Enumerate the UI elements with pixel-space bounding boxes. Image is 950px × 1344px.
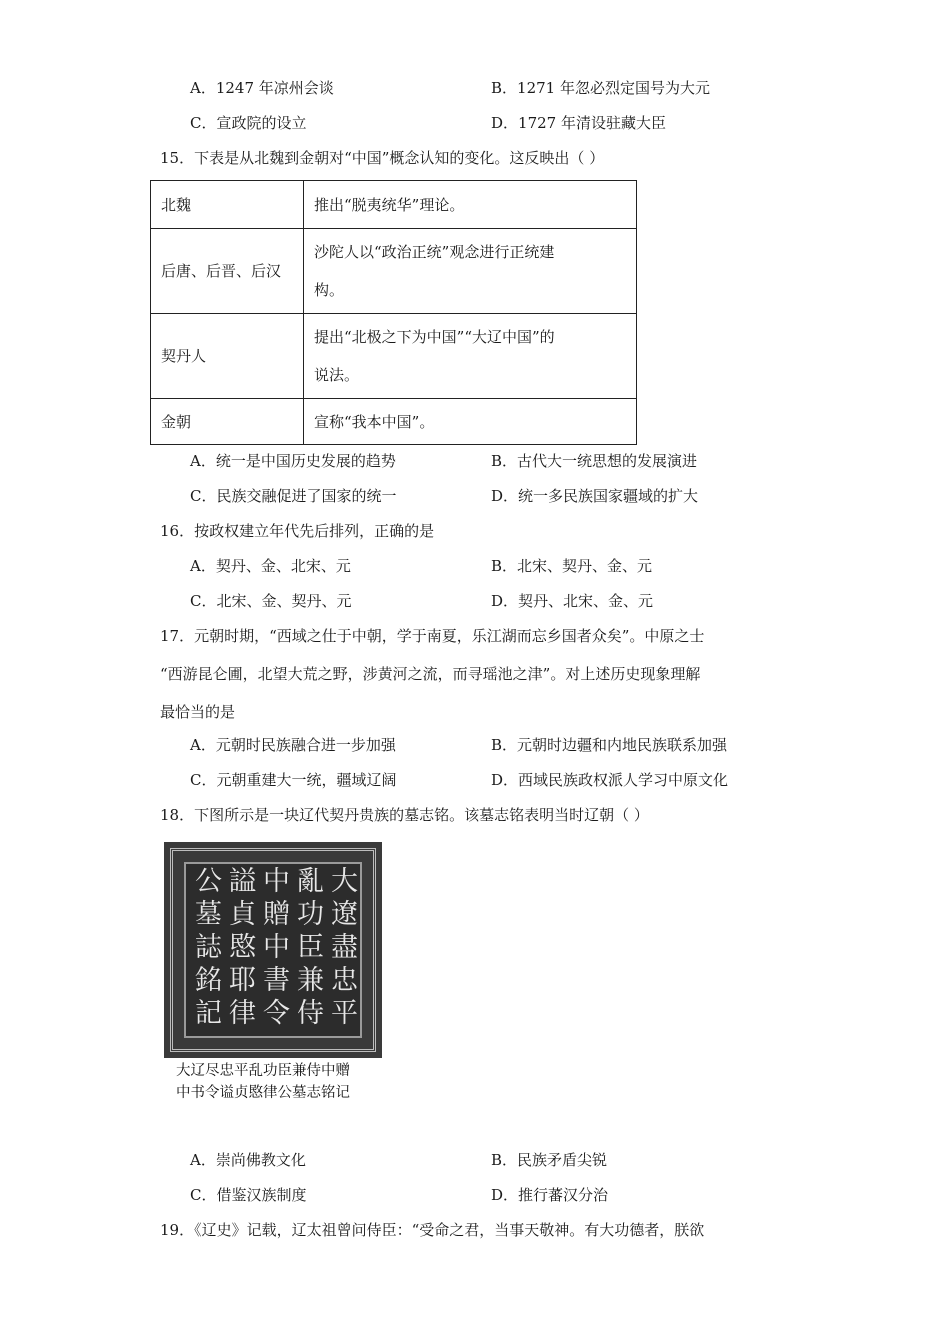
table-cell-line: 说法。 xyxy=(314,366,360,384)
table-cell-period: 后唐、后晋、后汉 xyxy=(151,229,304,314)
table-row xyxy=(151,181,637,229)
q15-table xyxy=(150,180,637,445)
table-row xyxy=(151,314,637,399)
q17-stem-line-1: 17．元朝时期，“西域之仕于中朝，学于南夏，乐江湖而忘乡国者众矣”。中原之士 xyxy=(160,627,705,645)
table-cell-content xyxy=(304,314,637,399)
table-cell-content xyxy=(304,399,637,445)
epitaph-rubbing-image xyxy=(164,842,382,1058)
q14-option-a: A．1247 年凉州会谈 xyxy=(190,79,334,97)
q17-option-d: D．西域民族政权派人学习中原文化 xyxy=(491,771,729,789)
q17-option-c: C．元朝重建大一统，疆域辽阔 xyxy=(190,771,397,789)
stele-column xyxy=(224,866,254,1034)
q18-stem: 18．下图所示是一块辽代契丹贵族的墓志铭。该墓志铭表明当时辽朝（ ） xyxy=(160,806,649,824)
table-cell-line: 提出“北极之下为中国”“大辽中国”的 xyxy=(314,328,555,346)
stele-column-text: 大遼盡忠平 xyxy=(326,866,357,1031)
q15-option-b: B．古代大一统思想的发展演进 xyxy=(491,452,698,470)
q18-option-c: C．借鉴汉族制度 xyxy=(190,1186,307,1204)
q18-option-b: B．民族矛盾尖锐 xyxy=(491,1151,608,1169)
q17-stem-line-3: 最恰当的是 xyxy=(160,703,236,721)
caption-line: 大辽尽忠平乱功臣兼侍中赠 xyxy=(176,1063,350,1079)
image-caption xyxy=(176,1060,376,1104)
q16-stem: 16．按政权建立年代先后排列，正确的是 xyxy=(160,522,435,540)
table-row xyxy=(151,399,637,445)
q14-option-d: D．1727 年清设驻藏大臣 xyxy=(491,114,666,132)
table-cell-content xyxy=(304,229,637,314)
stele-column-text: 謚貞愍耶律 xyxy=(224,866,255,1031)
q16-option-d: D．契丹、北宋、金、元 xyxy=(491,592,654,610)
stele-column-text: 中贈中書令 xyxy=(258,866,289,1031)
stele-column xyxy=(258,866,288,1034)
stele-inscription xyxy=(190,866,356,1034)
q15-option-c: C．民族交融促进了国家的统一 xyxy=(190,487,397,505)
table-cell-line: 推出“脱夷统华”理论。 xyxy=(314,195,465,214)
table-cell-line: 宣称“我本中国”。 xyxy=(314,412,435,431)
q16-option-a: A．契丹、金、北宋、元 xyxy=(190,557,351,575)
table-cell-content xyxy=(304,181,637,229)
table-cell-period: 金朝 xyxy=(151,399,304,445)
table-cell-line: 沙陀人以“政治正统”观念进行正统建 xyxy=(314,243,555,261)
q15-option-a: A．统一是中国历史发展的趋势 xyxy=(190,452,396,470)
q14-option-c: C．宣政院的设立 xyxy=(190,114,307,132)
q16-option-b: B．北宋、契丹、金、元 xyxy=(491,557,653,575)
stele-column-text: 亂功臣兼侍 xyxy=(292,866,323,1031)
q16-option-c: C．北宋、金、契丹、元 xyxy=(190,592,352,610)
stele-column xyxy=(326,866,356,1034)
q19-stem: 19．《辽史》记载，辽太祖曾问侍臣：“受命之君，当事天敬神。有大功德者，朕欲 xyxy=(160,1221,705,1239)
table-cell-period: 契丹人 xyxy=(151,314,304,399)
q18-option-a: A．崇尚佛教文化 xyxy=(190,1151,306,1169)
q17-stem-line-2: “西游昆仑圃，北望大荒之野，涉黄河之流，而寻瑶池之津”。对上述历史现象理解 xyxy=(160,665,701,683)
q15-stem: 15．下表是从北魏到金朝对“中国”概念认知的变化。这反映出（ ） xyxy=(160,149,605,167)
q15-option-d: D．统一多民族国家疆域的扩大 xyxy=(491,487,699,505)
table-cell-period: 北魏 xyxy=(151,181,304,229)
q17-option-b: B．元朝时边疆和内地民族联系加强 xyxy=(491,736,728,754)
q17-option-a: A．元朝时民族融合进一步加强 xyxy=(190,736,396,754)
table-cell-line: 构。 xyxy=(314,281,345,299)
stele-column-text: 公墓誌銘記 xyxy=(190,866,221,1031)
table-row xyxy=(151,229,637,314)
stele-column xyxy=(292,866,322,1034)
q18-option-d: D．推行蕃汉分治 xyxy=(491,1186,609,1204)
caption-line: 中书令谥贞愍律公墓志铭记 xyxy=(176,1085,350,1101)
q14-option-b: B．1271 年忽必烈定国号为大元 xyxy=(491,79,710,97)
stele-column xyxy=(190,866,220,1034)
